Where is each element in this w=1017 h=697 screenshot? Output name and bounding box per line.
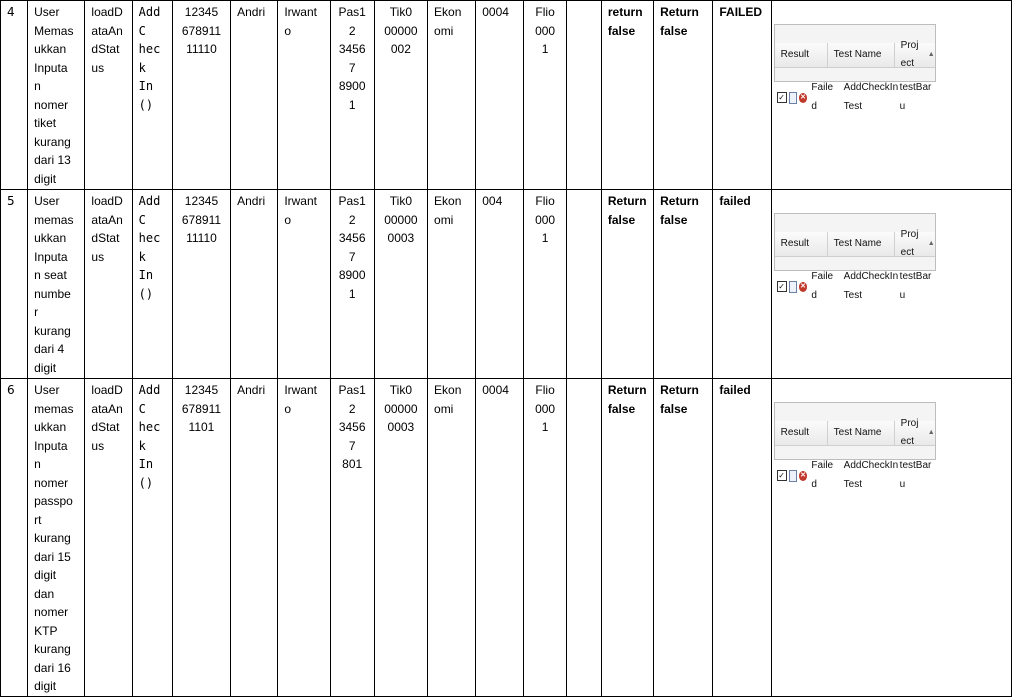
column-result[interactable]: Result [775, 421, 828, 445]
function-load: loadD ataAn dStat us [85, 190, 132, 379]
ticket-number: 12345 678911 11110 [172, 190, 230, 379]
seat-number: 0004 [476, 1, 524, 190]
result-screenshot-cell [771, 379, 1011, 697]
result-row[interactable] [775, 82, 935, 112]
class-value: Ekon omi [428, 1, 476, 190]
test-result-panel [774, 24, 936, 112]
project-value: testBaru [899, 271, 932, 301]
row-number: 5 [1, 190, 28, 379]
ticket-id: Tik0 00000 0003 [374, 190, 427, 379]
sort-up-icon: ▲ [927, 239, 935, 247]
checkbox-icon[interactable]: ✓ [778, 282, 785, 291]
actual-result: Return false [654, 190, 713, 379]
column-project-label: Project [900, 228, 919, 258]
expected-result: return false [601, 1, 653, 190]
ticket-number: 12345 678911 1101 [172, 379, 230, 697]
column-project-label: Project [900, 39, 919, 69]
table-row [1, 1, 1012, 190]
test-document-icon [789, 470, 797, 482]
first-name: Andri [231, 1, 278, 190]
class-value: Ekon omi [428, 190, 476, 379]
column-test-name[interactable]: Test Name [828, 232, 895, 256]
table-row [1, 379, 1012, 697]
result-screenshot-cell [771, 190, 1011, 379]
passport-number: Pas1 2 3456 7 801 [330, 379, 374, 697]
first-name: Andri [231, 190, 278, 379]
table-row [1, 190, 1012, 379]
function-add: AddC heck In() [132, 379, 172, 697]
test-description: User memas ukkan Inputa n seat numbe r kurang dari 4 digit [28, 190, 85, 379]
failed-icon: ✕ [800, 282, 806, 290]
project-value: testBaru [899, 460, 932, 490]
result-panel-header [775, 228, 935, 258]
empty-cell [566, 379, 601, 697]
empty-cell [566, 190, 601, 379]
column-test-name[interactable]: Test Name [828, 421, 895, 445]
result-value: Failed [811, 82, 834, 112]
row-number: 6 [1, 379, 28, 697]
passport-number: Pas1 2 3456 7 8900 1 [330, 1, 374, 190]
class-value: Ekon omi [428, 379, 476, 697]
last-name: Irwant o [278, 190, 330, 379]
flight-id: Flio 000 1 [524, 190, 566, 379]
test-name-value: AddCheckInTest [843, 82, 899, 112]
last-name: Irwant o [278, 1, 330, 190]
empty-cell [566, 1, 601, 190]
function-load: loadD ataAn dStat us [85, 1, 132, 190]
seat-number: 004 [476, 190, 524, 379]
failed-icon: ✕ [800, 93, 806, 101]
column-project[interactable] [895, 228, 935, 258]
status-text: failed [713, 379, 771, 697]
ticket-number: 12345 678911 11110 [172, 1, 230, 190]
test-description: User memas ukkan Inputa n nomer passpo rt kurang dari 15 digit dan nomer KTP kurang dari 16 digit [28, 379, 85, 697]
flight-id: Flio 000 1 [524, 379, 566, 697]
test-name-value: AddCheckInTest [843, 460, 899, 490]
expected-result: Return false [601, 379, 653, 697]
row-number: 4 [1, 1, 28, 190]
test-description: User Memas ukkan Inputa n nomer tiket kurang dari 13 digit [28, 1, 85, 190]
test-document-icon [789, 92, 797, 104]
actual-result: Return false [654, 379, 713, 697]
sort-up-icon: ▲ [927, 428, 935, 436]
result-value: Failed [811, 271, 834, 301]
test-name-value: AddCheckInTest [843, 271, 899, 301]
checkbox-icon[interactable]: ✓ [778, 471, 785, 480]
result-screenshot-cell [771, 1, 1011, 190]
column-result[interactable]: Result [775, 43, 828, 67]
test-document-icon [789, 281, 797, 293]
ticket-id: Tik0 00000 0003 [374, 379, 427, 697]
test-result-panel [774, 213, 936, 301]
function-add: AddC heck In() [132, 190, 172, 379]
function-add: AddC heck In() [132, 1, 172, 190]
result-row[interactable] [775, 460, 935, 490]
status-text: failed [713, 190, 771, 379]
ticket-id: Tik0 00000 002 [374, 1, 427, 190]
flight-id: Flio 000 1 [524, 1, 566, 190]
test-result-panel [774, 402, 936, 490]
first-name: Andri [231, 379, 278, 697]
passport-number: Pas1 2 3456 7 8900 1 [330, 190, 374, 379]
checkbox-icon[interactable]: ✓ [778, 93, 785, 102]
result-value: Failed [811, 460, 834, 490]
function-load: loadD ataAn dStat us [85, 379, 132, 697]
column-test-name[interactable]: Test Name [828, 43, 895, 67]
result-panel-header [775, 417, 935, 447]
actual-result: Return false [654, 1, 713, 190]
column-project[interactable] [895, 39, 935, 69]
column-result[interactable]: Result [775, 232, 828, 256]
result-row[interactable] [775, 271, 935, 301]
expected-result: Return false [601, 190, 653, 379]
project-value: testBaru [899, 82, 932, 112]
result-panel-header [775, 39, 935, 69]
status-text: FAILED [713, 1, 771, 190]
last-name: Irwant o [278, 379, 330, 697]
failed-icon: ✕ [800, 471, 806, 479]
column-project-label: Project [900, 417, 919, 447]
seat-number: 0004 [476, 379, 524, 697]
sort-up-icon: ▲ [927, 50, 935, 58]
column-project[interactable] [895, 417, 935, 447]
